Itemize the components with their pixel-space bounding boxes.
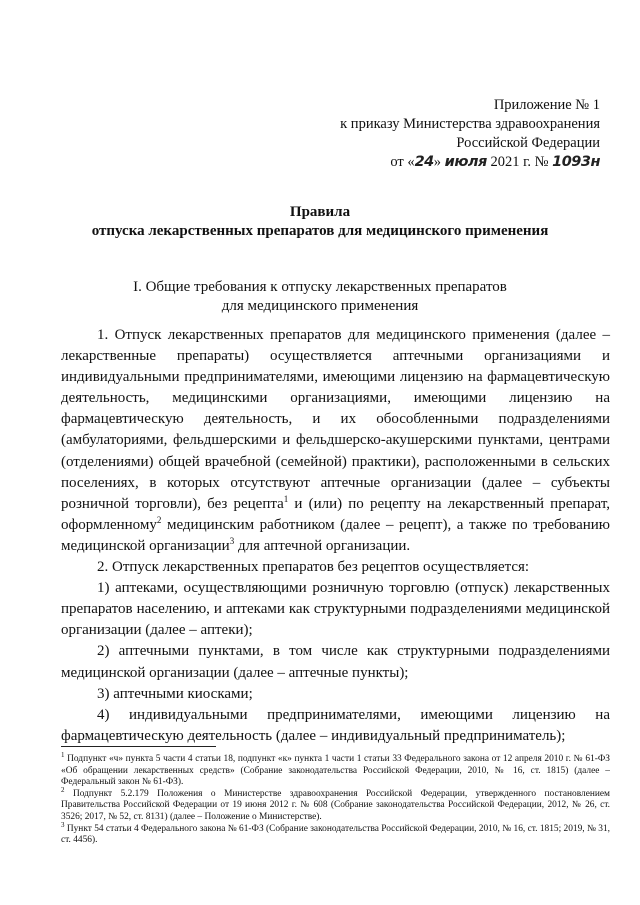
title-subject: отпуска лекарственных препаратов для медицинского применения	[91, 223, 549, 239]
paragraph-1-part-a: 1. Отпуск лекарственных препаратов для медицинского применения (далее – лекарственные препараты) осуществляется аптечными организациями и индивидуальными предпринимателями, имеющими лицензию на фармацевтическую деятельность, медицинскими организациями, имеющими лицензию на фармацевтическую деятельность, и их обособленными подразделениями (амбулаториями, фельдшерскими и фельдшерско-акушерскими пунктами, центрами (отделениями) общей врачебной (семейной) практики), расположенными в сельских поселениях, в которых отсутствуют аптечные организации (далее – субъекты розничной торговли), без рецепта	[61, 327, 610, 512]
appendix-header	[310, 96, 600, 172]
footnote-1-number: 1	[61, 750, 65, 759]
footnotes	[61, 750, 610, 847]
date-year: 2021 г. №	[486, 154, 553, 170]
paragraph-5: 3) аптечными киосками;	[97, 685, 253, 702]
footnote-ref-2: 2	[156, 514, 162, 525]
footnote-separator	[61, 746, 216, 747]
document-title	[0, 203, 640, 241]
section-heading	[0, 278, 640, 316]
document-body	[61, 325, 610, 747]
paragraph-1-part-c: медицинским работником (далее – рецепт), а также по требованию медицинской организации	[61, 516, 610, 554]
footnote-ref-3: 3	[229, 535, 235, 546]
footnote-2	[61, 785, 610, 824]
appendix-date-line	[310, 153, 600, 172]
section-heading-line1: I. Общие требования к отпуску лекарственных препаратов	[133, 279, 507, 295]
date-prefix: от «	[390, 154, 415, 170]
footnote-3-number: 3	[61, 820, 65, 829]
appendix-federation: Российской Федерации	[456, 135, 600, 151]
paragraph-6: 4) индивидуальными предпринимателями, имеющими лицензию на фармацевтическую деятельность (далее – индивидуальный предприниматель);	[61, 706, 610, 744]
section-heading-line2: для медицинского применения	[221, 298, 419, 314]
handwritten-order-number: 1093н	[552, 154, 600, 170]
footnote-3-text: Пункт 54 статьи 4 Федерального закона № 61-ФЗ (Собрание законодательства Российской Федерации, 2010, № 16, ст. 1815; 2019, № 31, ст. 4456).	[61, 823, 610, 846]
paragraph-3: 1) аптеками, осуществляющими розничную торговлю (отпуск) лекарственных препаратов населению, и аптеками как структурными подразделениями медицинской организации (далее – аптеки);	[61, 580, 610, 639]
footnote-2-number: 2	[61, 785, 65, 794]
date-mid: »	[433, 154, 445, 170]
footnote-1-text: Подпункт «ч» пункта 5 части 4 статьи 18, подпункт «к» пункта 1 части 1 статьи 33 Федерального закона от 12 апреля 2010 г. № 61-ФЗ «Об обращении лекарственных средств» (Собрание законодательства Российской Федерации, 2010, № 16, ст. 1815) (далее – Федеральный закон № 61-ФЗ).	[61, 754, 610, 788]
title-rules: Правила	[289, 204, 351, 220]
footnote-3	[61, 820, 610, 847]
paragraph-2: 2. Отпуск лекарственных препаратов без рецептов осуществляется:	[97, 559, 530, 576]
footnote-ref-1: 1	[283, 493, 289, 504]
paragraph-1	[61, 325, 610, 557]
paragraph-4: 2) аптечными пунктами, в том числе как структурными подразделениями медицинской организации (далее – аптечные пункты);	[61, 643, 610, 681]
handwritten-day: 24	[414, 154, 434, 170]
paragraph-1-part-b: и (или) по рецепту на лекарственный препарат, оформленному	[61, 495, 610, 533]
paragraph-1-part-d: для аптечной организации.	[234, 537, 411, 554]
appendix-number: Приложение № 1	[493, 97, 600, 113]
footnote-2-text: Подпункт 5.2.179 Положения о Министерстве здравоохранения Российской Федерации, утвержденного постановлением Правительства Российской Федерации от 19 июня 2012 г. № 608 (Собрание законодательства Российской Федерации, 2012, № 26, ст. 3526; 2017, № 52, ст. 8131) (далее – Положение о Министерстве).	[61, 788, 610, 822]
footnote-1	[61, 750, 610, 789]
appendix-order-ref: к приказу Министерства здравоохранения	[340, 116, 600, 132]
handwritten-month: июля	[444, 154, 487, 170]
